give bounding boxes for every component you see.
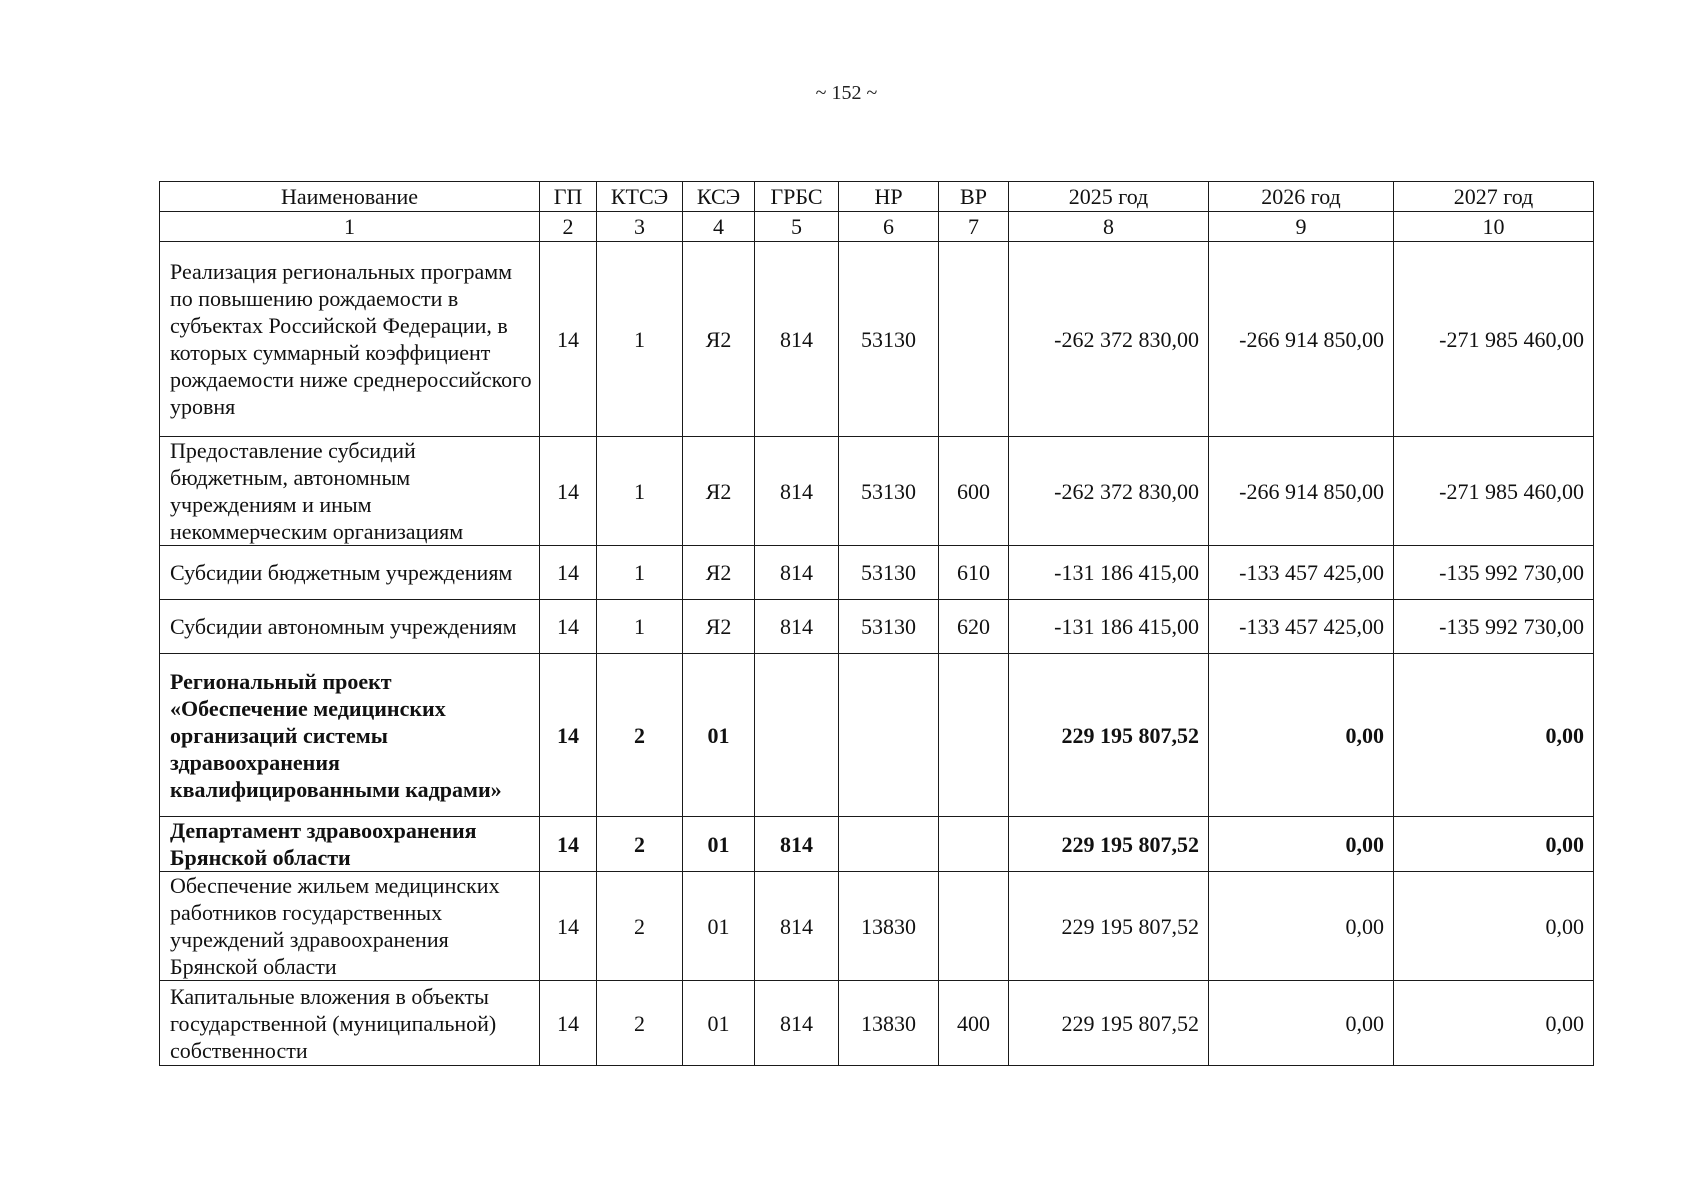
row-gp: 14 [540,872,597,981]
row-name: Субсидии автономным учреждениям [160,600,540,654]
row-ktse: 2 [597,872,683,981]
row-kse: Я2 [683,242,755,437]
row-amount-2027: 0,00 [1394,654,1594,817]
row-nr [839,654,939,817]
header-2025: 2025 год [1009,182,1209,212]
row-gp: 14 [540,242,597,437]
row-amount-2025: 229 195 807,52 [1009,817,1209,872]
row-ktse: 1 [597,600,683,654]
row-amount-2026: 0,00 [1209,654,1394,817]
row-nr: 53130 [839,242,939,437]
table-row [160,437,1594,546]
row-grbs: 814 [755,242,839,437]
table-row [160,817,1594,872]
row-amount-2025: 229 195 807,52 [1009,872,1209,981]
column-number: 5 [755,212,839,242]
header-name: Наименование [160,182,540,212]
column-number: 1 [160,212,540,242]
row-name: Субсидии бюджетным учреждениям [160,546,540,600]
row-nr: 13830 [839,872,939,981]
row-amount-2027: -135 992 730,00 [1394,546,1594,600]
row-ktse: 1 [597,242,683,437]
row-nr [839,817,939,872]
row-kse: 01 [683,872,755,981]
table-row [160,242,1594,437]
row-amount-2025: -262 372 830,00 [1009,242,1209,437]
column-number: 4 [683,212,755,242]
row-amount-2027: -135 992 730,00 [1394,600,1594,654]
row-name: Обеспечение жильем медицинских работников государственных учреждений здравоохранения Брянской области [160,872,540,981]
row-amount-2027: 0,00 [1394,817,1594,872]
row-gp: 14 [540,437,597,546]
column-number-row [160,212,1594,242]
row-vr [939,817,1009,872]
row-vr: 610 [939,546,1009,600]
row-nr: 13830 [839,981,939,1066]
column-number: 7 [939,212,1009,242]
row-gp: 14 [540,817,597,872]
column-number: 10 [1394,212,1594,242]
row-grbs: 814 [755,872,839,981]
row-kse: Я2 [683,437,755,546]
row-amount-2026: -133 457 425,00 [1209,600,1394,654]
header-row [160,182,1594,212]
budget-table [159,181,1594,1066]
row-amount-2027: 0,00 [1394,872,1594,981]
row-grbs: 814 [755,600,839,654]
row-amount-2025: 229 195 807,52 [1009,654,1209,817]
row-kse: 01 [683,981,755,1066]
row-kse: 01 [683,654,755,817]
row-kse: Я2 [683,600,755,654]
row-amount-2025: -131 186 415,00 [1009,600,1209,654]
row-grbs: 814 [755,546,839,600]
column-number: 3 [597,212,683,242]
row-grbs: 814 [755,437,839,546]
table-row [160,600,1594,654]
row-vr [939,242,1009,437]
row-ktse: 2 [597,817,683,872]
header-grbs: ГРБС [755,182,839,212]
row-grbs: 814 [755,817,839,872]
header-kse: КСЭ [683,182,755,212]
row-vr: 620 [939,600,1009,654]
row-ktse: 1 [597,437,683,546]
table-row [160,654,1594,817]
row-kse: Я2 [683,546,755,600]
row-gp: 14 [540,600,597,654]
row-amount-2027: -271 985 460,00 [1394,242,1594,437]
row-ktse: 1 [597,546,683,600]
row-amount-2026: -266 914 850,00 [1209,437,1394,546]
row-name: Департамент здравоохранения Брянской области [160,817,540,872]
row-ktse: 2 [597,981,683,1066]
row-kse: 01 [683,817,755,872]
row-amount-2026: -266 914 850,00 [1209,242,1394,437]
row-name: Предоставление субсидий бюджетным, автономным учреждениям и иным некоммерческим организациям [160,437,540,546]
row-amount-2025: 229 195 807,52 [1009,981,1209,1066]
table-row [160,872,1594,981]
row-vr: 400 [939,981,1009,1066]
row-grbs [755,654,839,817]
row-amount-2026: 0,00 [1209,872,1394,981]
row-amount-2025: -131 186 415,00 [1009,546,1209,600]
column-number: 9 [1209,212,1394,242]
column-number: 2 [540,212,597,242]
row-gp: 14 [540,546,597,600]
row-amount-2027: 0,00 [1394,981,1594,1066]
row-vr: 600 [939,437,1009,546]
row-amount-2026: 0,00 [1209,981,1394,1066]
row-grbs: 814 [755,981,839,1066]
table-row [160,546,1594,600]
row-name: Региональный проект «Обеспечение медицинских организаций системы здравоохранения квалифицированными кадрами» [160,654,540,817]
header-vr: ВР [939,182,1009,212]
row-vr [939,872,1009,981]
row-nr: 53130 [839,437,939,546]
row-amount-2026: -133 457 425,00 [1209,546,1394,600]
row-nr: 53130 [839,600,939,654]
column-number: 6 [839,212,939,242]
header-2026: 2026 год [1209,182,1394,212]
header-gp: ГП [540,182,597,212]
column-number: 8 [1009,212,1209,242]
row-vr [939,654,1009,817]
row-name: Реализация региональных программ по повышению рождаемости в субъектах Российской Федерации, в которых суммарный коэффициент рождаемости ниже среднероссийского уровня [160,242,540,437]
row-ktse: 2 [597,654,683,817]
row-amount-2026: 0,00 [1209,817,1394,872]
row-name: Капитальные вложения в объекты государственной (муниципальной) собственности [160,981,540,1066]
row-amount-2027: -271 985 460,00 [1394,437,1594,546]
table-row [160,981,1594,1066]
page-number: ~ 152 ~ [815,82,878,104]
header-2027: 2027 год [1394,182,1594,212]
row-gp: 14 [540,981,597,1066]
row-gp: 14 [540,654,597,817]
header-ktse: КТСЭ [597,182,683,212]
row-nr: 53130 [839,546,939,600]
header-nr: НР [839,182,939,212]
row-amount-2025: -262 372 830,00 [1009,437,1209,546]
